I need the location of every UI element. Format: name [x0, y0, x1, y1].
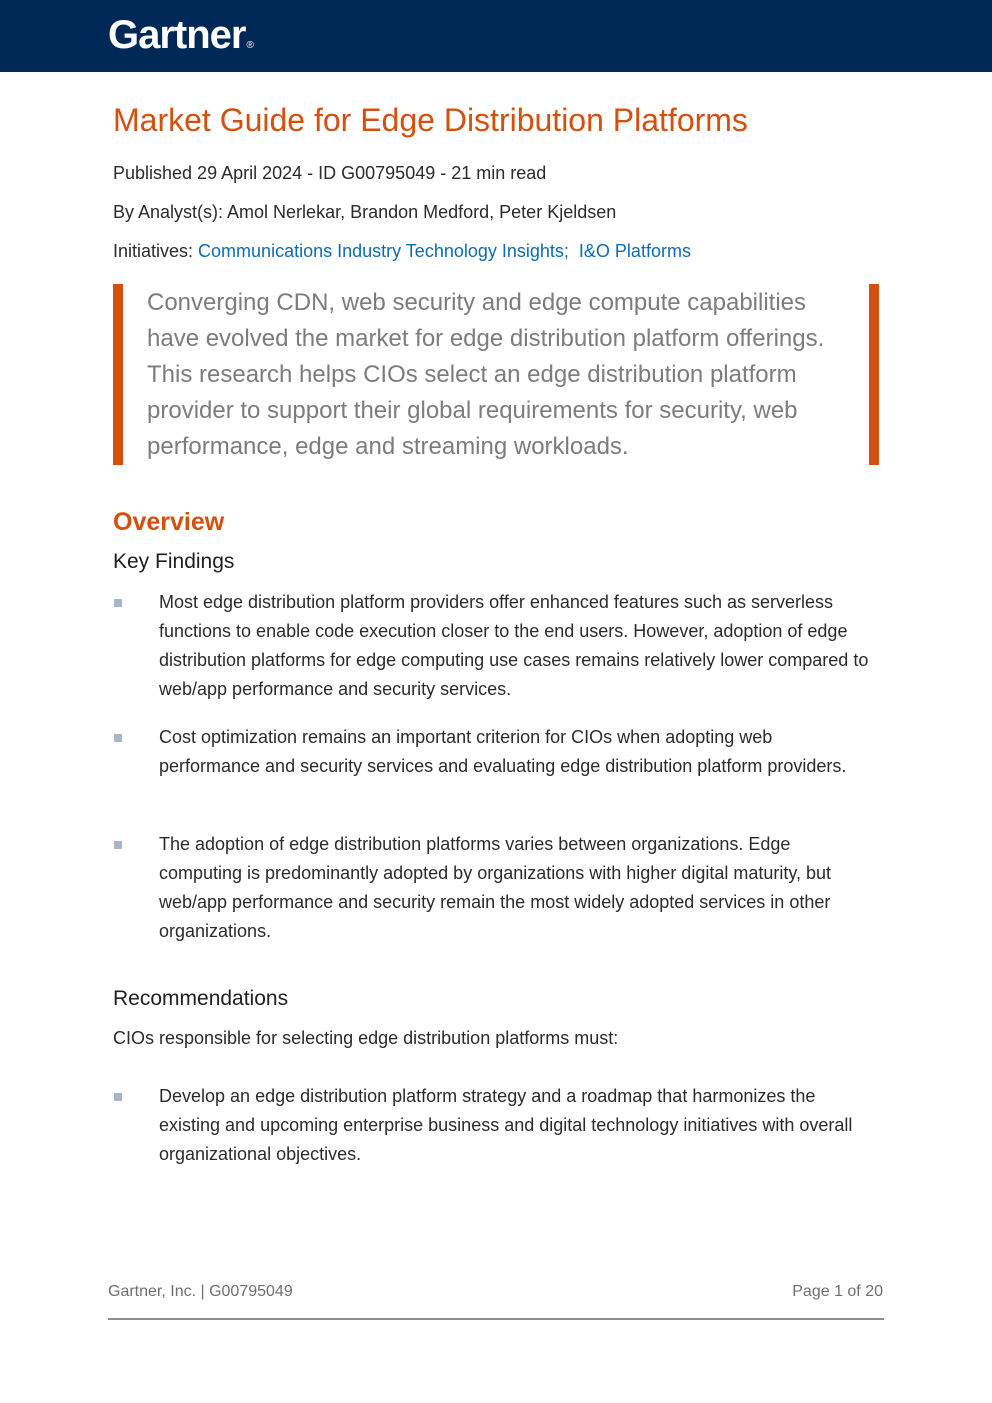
initiatives-label: Initiatives:	[113, 241, 199, 261]
summary-callout	[113, 284, 879, 465]
finding-text: Most edge distribution platform providers offer enhanced features such as serverless functions to enable code execution closer to the end users. However, adoption of edge distribution platforms for edge computing use cases remains relatively lower compared to web/app performance and security services.	[159, 592, 869, 699]
recommendations-heading: Recommendations	[113, 987, 289, 1010]
gartner-logo: Gartner®	[108, 13, 254, 57]
bullet-square-icon	[114, 1093, 122, 1101]
initiative-link-io-platforms[interactable]: I&O Platforms	[578, 241, 691, 261]
bullet-square-icon	[114, 841, 122, 849]
footer-divider	[108, 1318, 884, 1320]
summary-text: Converging CDN, web security and edge compute capabilities have evolved the market for edge distribution platform offerings. This research helps CIOs select an edge distribution platform provider to support their global requirements for security, web performance, edge and streaming workloads.	[147, 289, 825, 460]
initiatives-line	[113, 239, 691, 263]
finding-text: Cost optimization remains an important criterion for CIOs when adopting web performance and security services and evaluating edge distribution platform providers.	[159, 727, 847, 776]
bullet-square-icon	[114, 734, 122, 742]
analysts-line: By Analyst(s): Amol Nerlekar, Brandon Medford, Peter Kjeldsen	[113, 202, 617, 222]
overview-heading: Overview	[113, 508, 225, 536]
document-title: Market Guide for Edge Distribution Platforms	[113, 102, 748, 138]
recommendations-intro: CIOs responsible for selecting edge distribution platforms must:	[113, 1028, 619, 1048]
header-bar	[0, 0, 992, 72]
key-findings-heading: Key Findings	[113, 550, 235, 573]
recommendation-text: Develop an edge distribution platform strategy and a roadmap that harmonizes the existing and upcoming enterprise business and digital technology initiatives with overall organizational objectives.	[159, 1086, 853, 1164]
bullet-square-icon	[114, 599, 122, 607]
initiative-link-communications[interactable]: Communications Industry Technology Insights;	[198, 241, 569, 261]
footer-source: Gartner, Inc. | G00795049	[108, 1283, 293, 1300]
finding-text: The adoption of edge distribution platforms varies between organizations. Edge computing is predominantly adopted by organizations with higher digital maturity, but web/app performance and security remain the most widely adopted services in other organizations.	[159, 834, 832, 941]
published-info: Published 29 April 2024 - ID G00795049 - 21 min read	[113, 163, 547, 183]
page-number: Page 1 of 20	[792, 1283, 883, 1300]
